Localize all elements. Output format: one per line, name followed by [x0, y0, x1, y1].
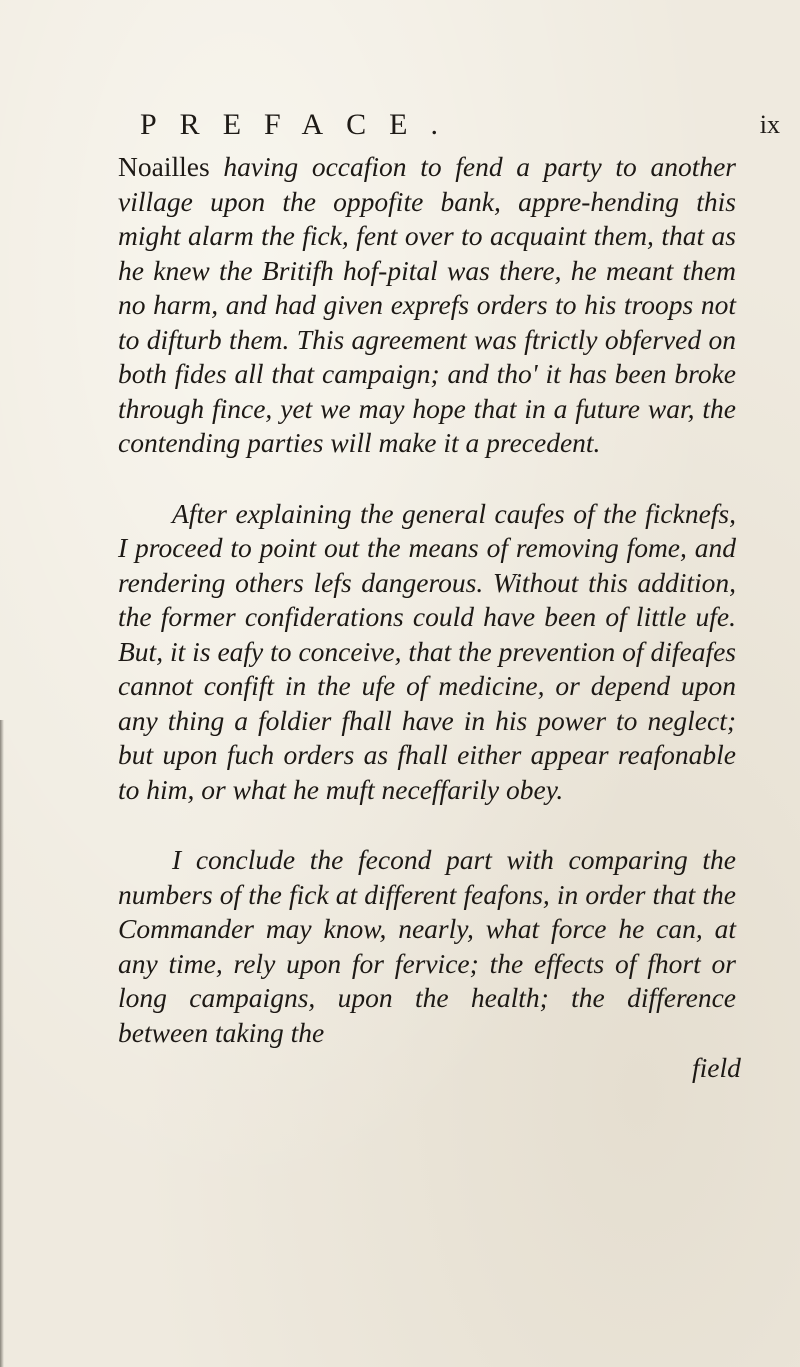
- paragraph-2: After explaining the general caufes of the ficknefs, I proceed to point out the means of removing fome, and rendering others lefs dangerous. Without this addition, the former confiderations could have been of little ufe. But, it is eafy to conceive, that the prevention of difeafes cannot confift in the ufe of medicine, or depend upon any thing a foldier fhall have in his power to neglect; but upon fuch orders as fhall either appear reafonable to him, or what he muft neceffarily obey.: [118, 497, 736, 805]
- catchword: field: [692, 1052, 741, 1083]
- page-binding-shadow: [0, 720, 4, 1367]
- running-head: [140, 108, 780, 148]
- body-text: [118, 150, 736, 1050]
- paragraph-1-text: having occafion to fend a party to another village upon the oppofite bank, appre-hending this might alarm the fick, fent over to acquaint them, that as he knew the Britifh hof-pital was there, he meant them no harm, and had given exprefs orders to his troops not to difturb them. This agreement was ftrictly obferved on both fides all that campaign; and tho' it has been broke through fince, yet we may hope that in a future war, the contending parties will make it a precedent.: [118, 151, 736, 458]
- paragraph-1: [118, 150, 736, 461]
- page-number: ix: [759, 110, 780, 139]
- running-head-title: PREFACE.: [140, 108, 461, 141]
- paragraph-1-lead-word: Noailles: [118, 151, 210, 182]
- paragraph-3: I conclude the fecond part with comparing the numbers of the fick at different feafons, in order that the Commander may know, nearly, what force he can, at any time, rely upon for fervice; the effects of fhort or long campaigns, upon the health; the difference between taking the: [118, 844, 736, 1048]
